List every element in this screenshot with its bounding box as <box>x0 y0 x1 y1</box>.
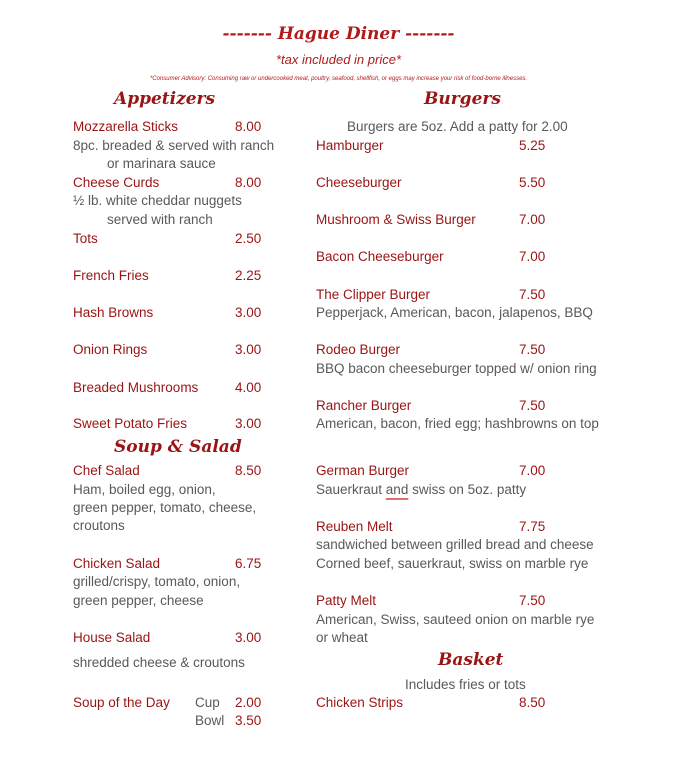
menu-item-name: Cheeseburger <box>316 175 402 190</box>
section-note: Includes fries or tots <box>405 677 526 692</box>
menu-item-price: 8.50 <box>235 463 262 478</box>
menu-item-description: BBQ bacon cheeseburger topped w/ onion ring <box>316 361 597 376</box>
menu-item-price: 6.75 <box>235 556 262 571</box>
menu-item-name: Mozzarella Sticks <box>73 119 179 134</box>
menu-item-name: Patty Melt <box>316 593 377 608</box>
menu-item-price: 5.50 <box>519 175 546 190</box>
menu-item-price: 8.00 <box>235 119 262 134</box>
basket-heading: Basket <box>438 650 504 670</box>
menu-item-description <box>316 482 526 497</box>
menu-item-price: 7.50 <box>519 342 546 357</box>
menu-item-description: sandwiched between grilled bread and cheese <box>316 537 594 552</box>
description-text: Sauerkraut <box>316 482 386 497</box>
menu-item-name: French Fries <box>73 268 149 283</box>
spellcheck-underlined-word: and <box>385 482 409 497</box>
menu-item-price: 3.00 <box>235 630 262 645</box>
menu-item-description: Pepperjack, American, bacon, jalapenos, BBQ <box>316 305 593 320</box>
menu-item-name: Hamburger <box>316 138 384 153</box>
menu-item-price: 7.75 <box>519 519 546 534</box>
menu-item-name: The Clipper Burger <box>316 287 431 302</box>
menu-item-name: Breaded Mushrooms <box>73 380 199 395</box>
menu-item-price: 8.00 <box>235 175 262 190</box>
menu-item-price: 3.00 <box>235 342 262 357</box>
menu-item-name: Soup of the Day <box>73 695 170 710</box>
menu-item-price: 4.00 <box>235 380 262 395</box>
menu-item-description: green pepper, cheese <box>73 593 204 608</box>
menu-item-name: Hash Browns <box>73 305 154 320</box>
menu-item-name: German Burger <box>316 463 410 478</box>
menu-item-description: grilled/crispy, tomato, onion, <box>73 574 241 589</box>
menu-item-price: 3.00 <box>235 416 262 431</box>
tax-note: *tax included in price* <box>275 52 402 67</box>
menu-item-name: Mushroom & Swiss Burger <box>316 212 476 227</box>
menu-item-price: 7.50 <box>519 287 546 302</box>
menu-item-price: 2.25 <box>235 268 262 283</box>
menu-item-name: House Salad <box>73 630 151 645</box>
menu-item-description: 8pc. breaded & served with ranch <box>73 138 275 153</box>
menu-item-price: 3.00 <box>235 305 262 320</box>
menu-item-name: Bacon Cheeseburger <box>316 249 444 264</box>
menu-item-description: or wheat <box>316 630 368 645</box>
menu-item-price: 7.00 <box>519 249 546 264</box>
menu-item-name: Tots <box>73 231 98 246</box>
menu-item-name: Chicken Strips <box>316 695 404 710</box>
consumer-advisory: *Consumer Advisory: Consuming raw or undercooked meat, poultry, seafood, shellfish, or eggs may increase your risk of food-borne illnesses. <box>149 76 528 82</box>
menu-item-price: 7.00 <box>519 463 546 478</box>
soup-salad-heading: Soup & Salad <box>114 437 242 457</box>
menu-item-description: served with ranch <box>107 212 213 227</box>
menu-item-description: Corned beef, sauerkraut, swiss on marble rye <box>316 556 589 571</box>
page-title: ------- Hague Diner ------- <box>222 24 455 44</box>
menu-item-description: American, Swiss, sauteed onion on marble rye <box>316 612 595 627</box>
menu-item-price: 3.50 <box>235 713 262 728</box>
menu-item-price: 2.00 <box>235 695 262 710</box>
menu-item-price: 7.50 <box>519 593 546 608</box>
appetizers-heading: Appetizers <box>114 89 216 109</box>
menu-item-name: Sweet Potato Fries <box>73 416 188 431</box>
menu-item-description: Ham, boiled egg, onion, <box>73 482 216 497</box>
menu-item-name: Onion Rings <box>73 342 148 357</box>
menu-item-description: green pepper, tomato, cheese, <box>73 500 257 515</box>
burgers-heading: Burgers <box>424 89 501 109</box>
menu-item-price: 2.50 <box>235 231 262 246</box>
menu-item-description: shredded cheese & croutons <box>73 655 245 670</box>
menu-item-price: 8.50 <box>519 695 546 710</box>
section-note: Burgers are 5oz. Add a patty for 2.00 <box>347 119 568 134</box>
menu-item-description: ½ lb. white cheddar nuggets <box>73 193 242 208</box>
size-label: Cup <box>195 695 220 710</box>
menu-item-name: Cheese Curds <box>73 175 160 190</box>
menu-item-name: Reuben Melt <box>316 519 393 534</box>
menu-item-name: Rodeo Burger <box>316 342 401 357</box>
description-text: swiss on 5oz. patty <box>408 482 527 497</box>
menu-item-name: Rancher Burger <box>316 398 412 413</box>
menu-item-description: croutons <box>73 518 125 533</box>
menu-item-name: Chicken Salad <box>73 556 161 571</box>
size-label: Bowl <box>195 713 225 728</box>
menu-item-description: or marinara sauce <box>107 156 216 171</box>
menu-item-description: American, bacon, fried egg; hashbrowns on top <box>316 416 599 431</box>
menu-item-price: 5.25 <box>519 138 546 153</box>
menu-item-price: 7.50 <box>519 398 546 413</box>
menu-item-price: 7.00 <box>519 212 546 227</box>
menu-item-name: Chef Salad <box>73 463 140 478</box>
